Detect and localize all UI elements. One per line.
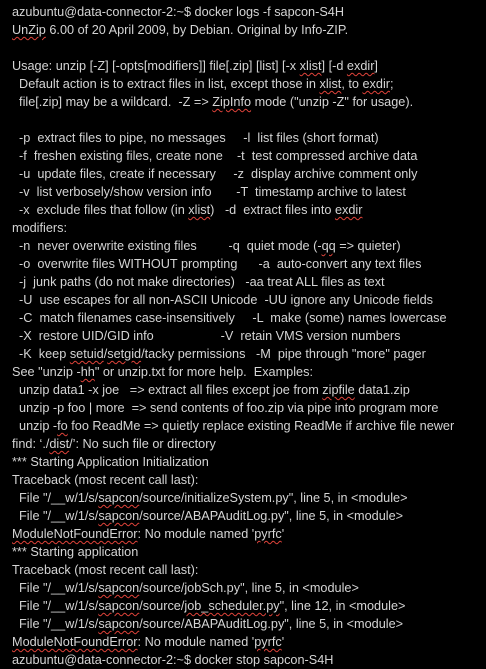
terminal-line bbox=[12, 273, 486, 291]
terminal-text: -n never overwrite existing files -q quiet mode (- bbox=[12, 239, 322, 253]
terminal-text: Traceback (most recent call last): bbox=[12, 563, 199, 577]
terminal-text: ; bbox=[389, 77, 394, 91]
terminal-text: File "/__w/1/s/ bbox=[12, 617, 99, 631]
terminal-text: *** Starting application bbox=[12, 545, 139, 559]
terminal-text: /’: No such file or directory bbox=[69, 437, 216, 451]
spellcheck-flagged-word: job_scheduler.py bbox=[184, 599, 280, 613]
terminal-text: /tacky permissions -M pipe through "more" pager bbox=[141, 347, 426, 361]
terminal-text: File "/__w/1/s/ bbox=[12, 581, 99, 595]
spellcheck-flagged-word: setgid bbox=[107, 347, 142, 361]
spellcheck-flagged-word: dist bbox=[49, 437, 70, 451]
terminal-text: file[.zip] may be a wildcard. -Z => bbox=[12, 95, 213, 109]
terminal-text: => quieter) bbox=[335, 239, 401, 253]
terminal-line bbox=[12, 543, 486, 561]
terminal-line bbox=[12, 453, 486, 471]
terminal-line bbox=[12, 39, 486, 57]
terminal-text: unzip - bbox=[12, 419, 58, 433]
terminal-text: -p extract files to pipe, no messages -l list files (short format) bbox=[12, 131, 379, 145]
terminal-line bbox=[12, 3, 486, 21]
terminal-text: : No module named ' bbox=[137, 527, 255, 541]
spellcheck-flagged-word: ModuleNotFoundError bbox=[12, 527, 138, 541]
spellcheck-flagged-word: sapcon bbox=[98, 581, 140, 595]
terminal-line bbox=[12, 471, 486, 489]
terminal-text: -j junk paths (do not make directories) -aa treat ALL files as text bbox=[12, 275, 385, 289]
terminal-line bbox=[12, 255, 486, 273]
terminal-text: /source/ bbox=[139, 599, 185, 613]
terminal-line bbox=[12, 165, 486, 183]
spellcheck-flagged-word: sapcon bbox=[98, 617, 140, 631]
spellcheck-flagged-word: ModuleNotFoundError bbox=[12, 635, 138, 649]
terminal-text: -K keep bbox=[12, 347, 70, 361]
spellcheck-flagged-word: hh bbox=[80, 365, 95, 379]
terminal-text: unzip -p foo | more => send contents of foo.zip via pipe into program more bbox=[12, 401, 439, 415]
terminal-text: -u update files, create if necessary -z display archive comment only bbox=[12, 167, 418, 181]
terminal-line bbox=[12, 219, 486, 237]
spellcheck-flagged-word: xlist bbox=[319, 77, 342, 91]
terminal-text: ] bbox=[374, 59, 378, 73]
terminal-line bbox=[12, 309, 486, 327]
terminal-line bbox=[12, 327, 486, 345]
terminal-line bbox=[12, 561, 486, 579]
terminal-text: -v list verbosely/show version info -T timestamp archive to latest bbox=[12, 185, 406, 199]
terminal-text: modifiers: bbox=[12, 221, 67, 235]
terminal-text: -x exclude files that follow (in bbox=[12, 203, 189, 217]
terminal-text: Default action is to extract files in list, except those in bbox=[12, 77, 320, 91]
terminal-line bbox=[12, 507, 486, 525]
terminal-line bbox=[12, 597, 486, 615]
spellcheck-flagged-word: ZipInfo bbox=[212, 95, 252, 109]
spellcheck-flagged-word: sapcon bbox=[98, 599, 140, 613]
terminal-text: /source/ABAPAuditLog.py", line 5, in <module> bbox=[139, 509, 404, 523]
terminal-line bbox=[12, 93, 486, 111]
terminal-line bbox=[12, 435, 486, 453]
terminal-text: ' bbox=[281, 527, 285, 541]
terminal-line bbox=[12, 489, 486, 507]
spellcheck-flagged-word: pyrfc bbox=[254, 635, 282, 649]
terminal-text: /source/initializeSystem.py", line 5, in <module> bbox=[139, 491, 408, 505]
terminal-text: 6.00 of 20 April 2009, by Debian. Original by Info-ZIP. bbox=[45, 23, 349, 37]
terminal-text: ) -d extract files into bbox=[210, 203, 335, 217]
terminal-text: azubuntu@data-connector-2:~$ docker logs -f sapcon-S4H bbox=[12, 5, 345, 19]
spellcheck-flagged-word: xlist bbox=[188, 203, 211, 217]
terminal-text: /source/ABAPAuditLog.py", line 5, in <module> bbox=[139, 617, 404, 631]
terminal-text: Usage: unzip [-Z] [-opts[modifiers]] file[.zip] [list] [-x bbox=[12, 59, 300, 73]
terminal-line bbox=[12, 399, 486, 417]
spellcheck-flagged-word: qq bbox=[321, 239, 336, 253]
spellcheck-flagged-word: xlist bbox=[299, 59, 322, 73]
terminal-text: , to bbox=[341, 77, 363, 91]
terminal-line bbox=[12, 381, 486, 399]
terminal-line bbox=[12, 417, 486, 435]
terminal-line bbox=[12, 651, 486, 669]
terminal-line bbox=[12, 363, 486, 381]
terminal-line bbox=[12, 525, 486, 543]
terminal-line bbox=[12, 579, 486, 597]
terminal-text: ] [-d bbox=[321, 59, 347, 73]
terminal-text: azubuntu@data-connector-2:~$ docker stop sapcon-S4H bbox=[12, 653, 334, 667]
terminal-text: foo ReadMe => quietly replace existing ReadMe if archive file newer bbox=[67, 419, 455, 433]
spellcheck-flagged-word: zipfile bbox=[322, 383, 355, 397]
terminal-text: File "/__w/1/s/ bbox=[12, 599, 99, 613]
terminal-text: mode ("unzip -Z" for usage). bbox=[251, 95, 414, 109]
terminal-line bbox=[12, 633, 486, 651]
terminal-text: : No module named ' bbox=[137, 635, 255, 649]
terminal-text: -C match filenames case-insensitively -L make (some) names lowercase bbox=[12, 311, 447, 325]
terminal-line bbox=[12, 345, 486, 363]
terminal-line bbox=[12, 237, 486, 255]
terminal-line bbox=[12, 291, 486, 309]
terminal-line bbox=[12, 75, 486, 93]
terminal-text: File "/__w/1/s/ bbox=[12, 491, 99, 505]
terminal-text: /source/jobSch.py", line 5, in <module> bbox=[139, 581, 359, 595]
spellcheck-flagged-word: pyrfc bbox=[254, 527, 282, 541]
terminal-line bbox=[12, 57, 486, 75]
terminal-text: -f freshen existing files, create none -t test compressed archive data bbox=[12, 149, 418, 163]
terminal-text: " or unzip.txt for more help. Examples: bbox=[94, 365, 313, 379]
spellcheck-flagged-word: UnZip bbox=[12, 23, 46, 37]
terminal-text: See "unzip - bbox=[12, 365, 81, 379]
terminal-text: ", line 12, in <module> bbox=[279, 599, 406, 613]
terminal-text: -X restore UID/GID info -V retain VMS version numbers bbox=[12, 329, 401, 343]
terminal-text: -o overwrite files WITHOUT prompting -a auto-convert any text files bbox=[12, 257, 422, 271]
terminal-text: *** Starting Application Initialization bbox=[12, 455, 209, 469]
terminal-line bbox=[12, 111, 486, 129]
spellcheck-flagged-word: sapcon bbox=[98, 491, 140, 505]
terminal-text: Traceback (most recent call last): bbox=[12, 473, 199, 487]
terminal-text: / bbox=[103, 347, 108, 361]
terminal-line bbox=[12, 201, 486, 219]
terminal-line bbox=[12, 183, 486, 201]
terminal-text: data1.zip bbox=[354, 383, 410, 397]
spellcheck-flagged-word: sapcon bbox=[98, 509, 140, 523]
terminal-text: File "/__w/1/s/ bbox=[12, 509, 99, 523]
terminal-text: -U use escapes for all non-ASCII Unicode -UU ignore any Unicode fields bbox=[12, 293, 433, 307]
terminal-text: find: ‘./ bbox=[12, 437, 50, 451]
spellcheck-flagged-word: exdir bbox=[346, 59, 375, 73]
terminal-text: unzip data1 -x joe => extract all files except joe from bbox=[12, 383, 323, 397]
spellcheck-flagged-word: fo bbox=[57, 419, 68, 433]
spellcheck-flagged-word: exdir bbox=[334, 203, 363, 217]
terminal-line bbox=[12, 129, 486, 147]
terminal-line bbox=[12, 147, 486, 165]
terminal-text: ' bbox=[281, 635, 285, 649]
spellcheck-flagged-word: setuid bbox=[69, 347, 104, 361]
terminal-line bbox=[12, 615, 486, 633]
terminal-line bbox=[12, 21, 486, 39]
spellcheck-flagged-word: exdir bbox=[362, 77, 390, 91]
